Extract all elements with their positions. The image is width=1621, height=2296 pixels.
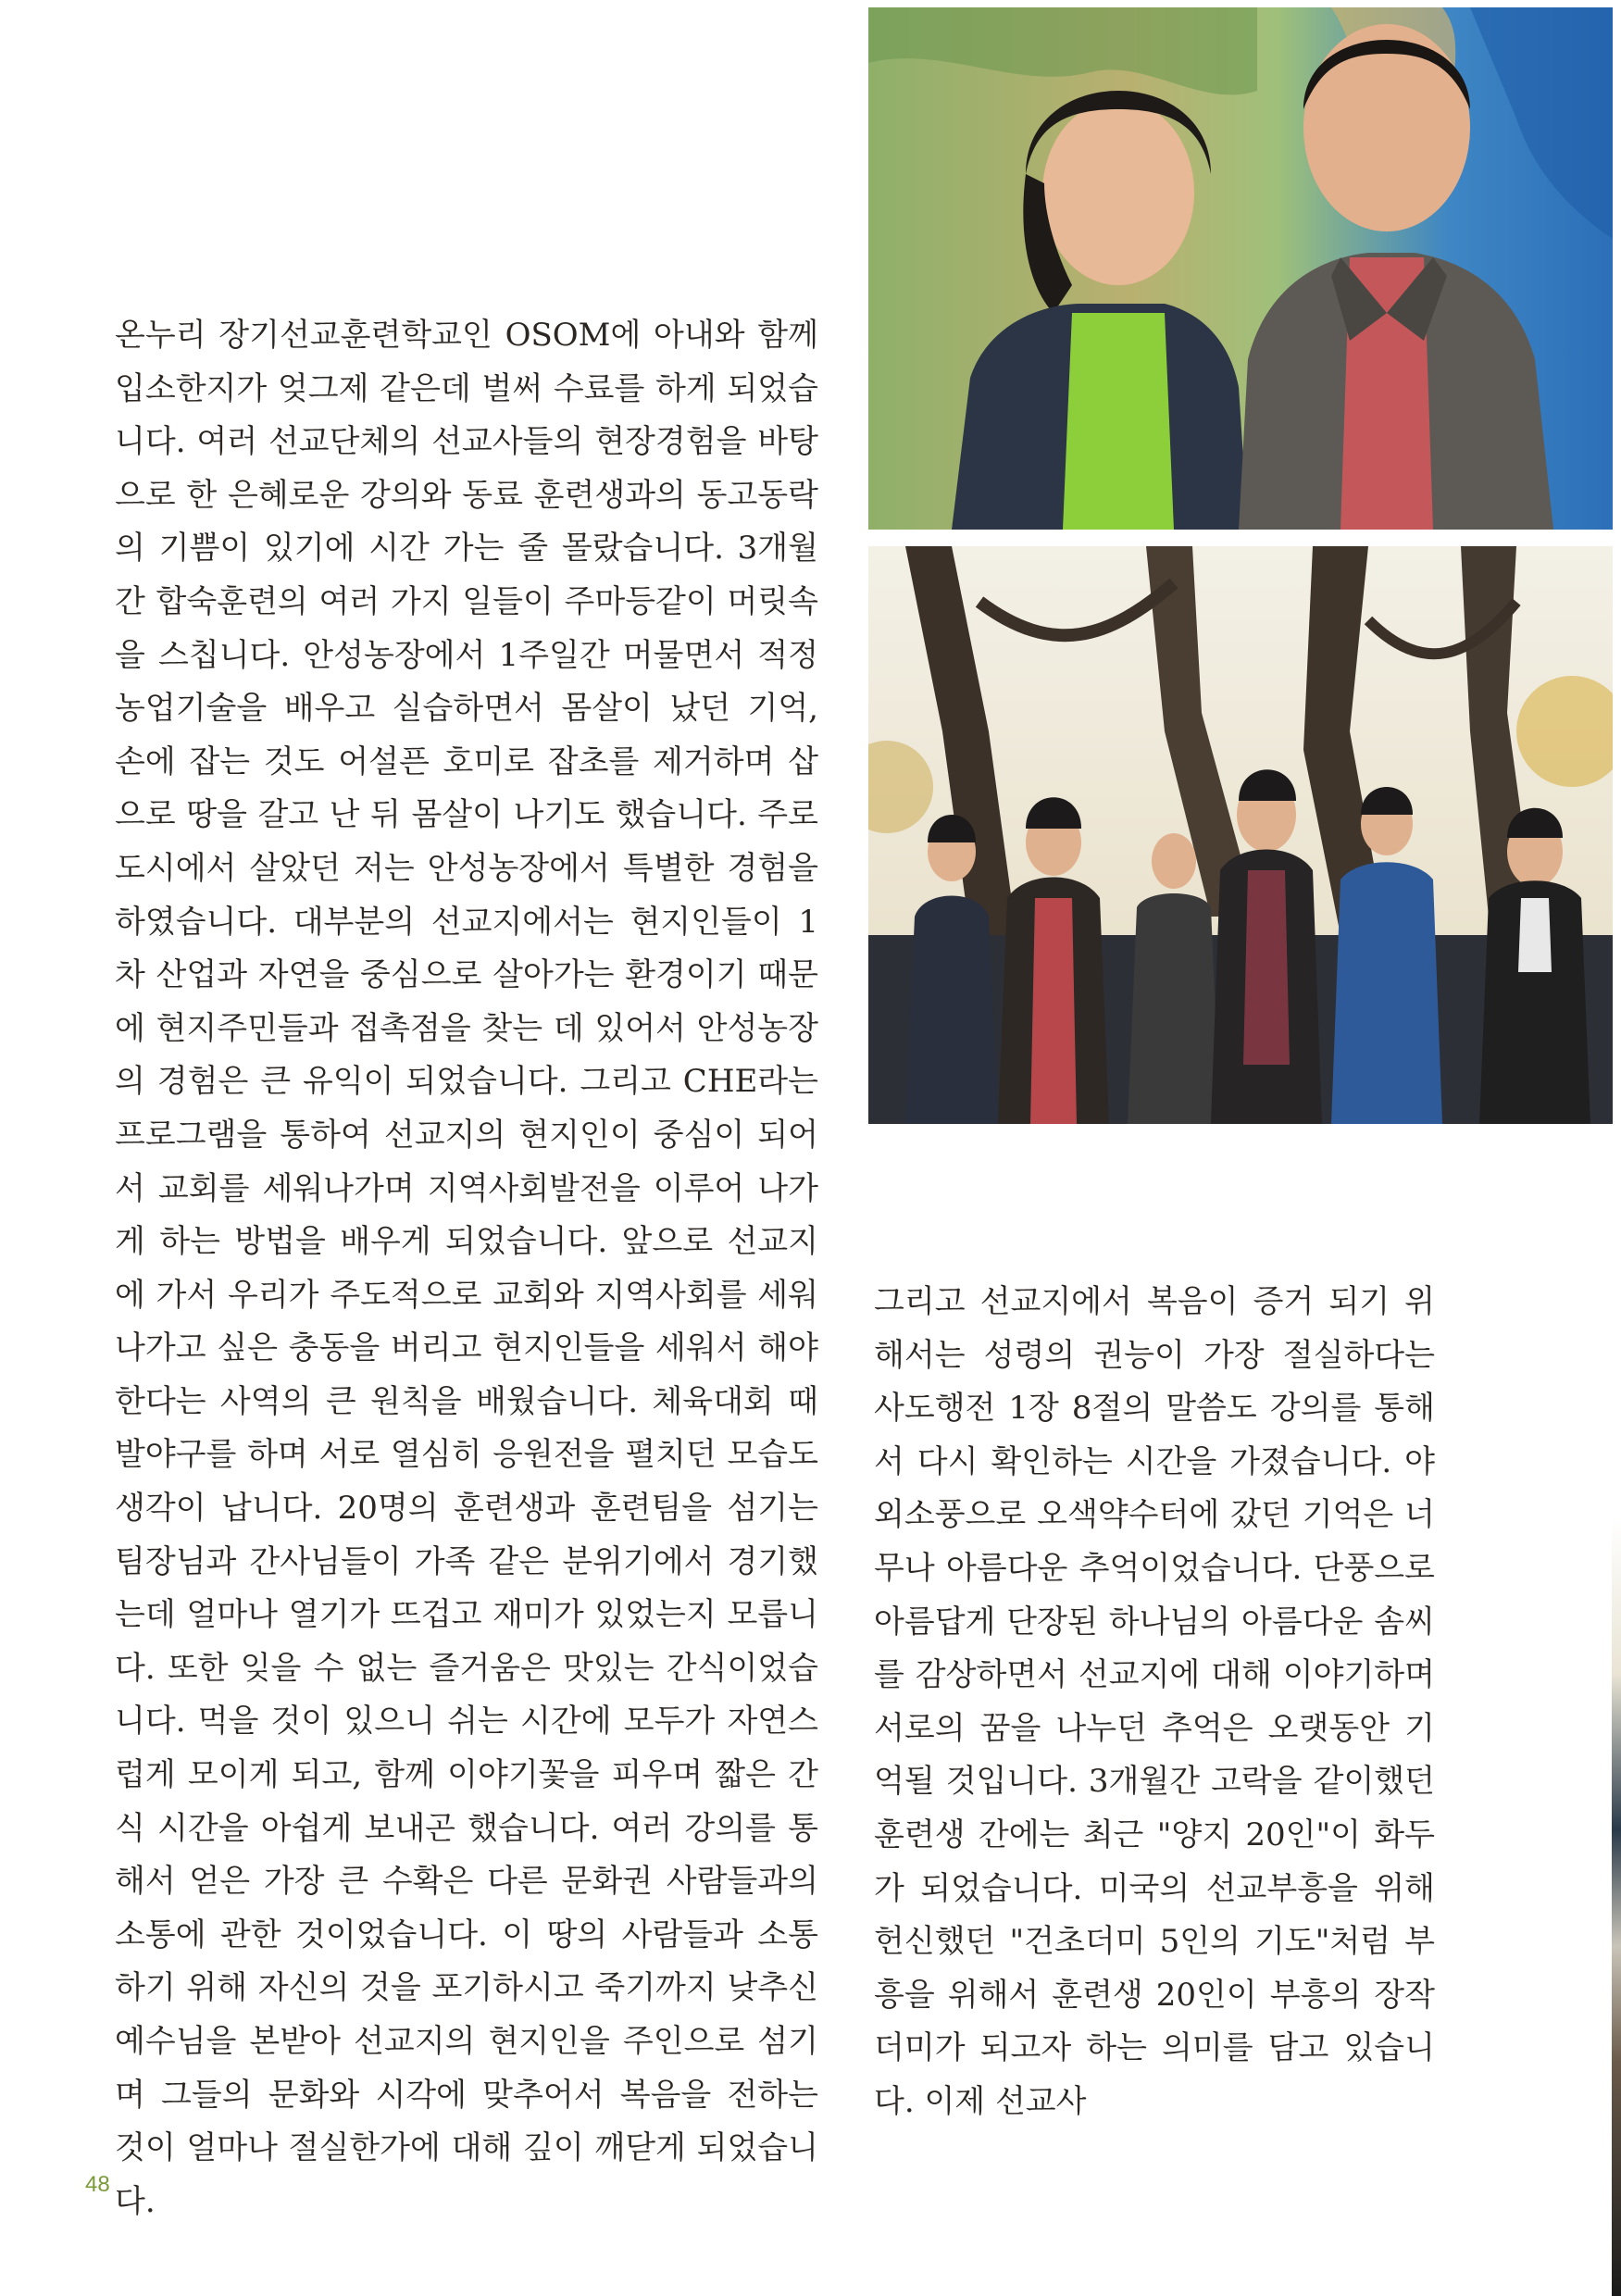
article-left-column — [115, 309, 818, 2228]
article-paragraph-left: 온누리 장기선교훈련학교인 OSOM에 아내와 함께 입소한지가 엊그제 같은데 벌써 수료를 하게 되었습니다. 여러 선교단체의 선교사들의 현장경험을 바탕으로 한 은혜로운 강의와 동료 훈련생과의 동고동락의 기쁨이 있기에 시간 가는 줄 몰랐습니다. 3개월간 합숙훈련의 여러 가지 일들이 주마등같이 머릿속을 스칩니다. 안성농장에서 1주일간 머물면서 적정농업기술을 배우고 실습하면서 몸살이 났던 기억, 손에 잡는 것도 어설픈 호미로 잡초를 제거하며 삽으로 땅을 갈고 난 뒤 몸살이 나기도 했습니다. 주로 도시에서 살았던 저는 안성농장에서 특별한 경험을 하였습니다. 대부분의 선교지에서는 현지인들이 1차 산업과 자연을 중심으로 살아가는 환경이기 때문에 현지주민들과 접촉점을 찾는 데 있어서 안성농장의 경험은 큰 유익이 되었습니다. 그리고 CHE라는 프로그램을 통하여 선교지의 현지인이 중심이 되어서 교회를 세워나가며 지역사회발전을 이루어 나가게 하는 방법을 배우게 되었습니다. 앞으로 선교지에 가서 우리가 주도적으로 교회와 지역사회를 세워나가고 싶은 충동을 버리고 현지인들을 세워서 해야 한다는 사역의 큰 원칙을 배웠습니다. 체육대회 때 발야구를 하며 서로 열심히 응원전을 펼치던 모습도 생각이 납니다. 20명의 훈련생과 훈련팀을 섬기는 팀장님과 간사님들이 가족 같은 분위기에서 경기했는데 얼마나 열기가 뜨겁고 재미가 있었는지 모릅니다. 또한 잊을 수 없는 즐거움은 맛있는 간식이었습니다. 먹을 것이 있으니 쉬는 시간에 모두가 자연스럽게 모이게 되고, 함께 이야기꽃을 피우며 짧은 간식 시간을 아쉽게 보내곤 했습니다. 여러 강의를 통해서 얻은 가장 큰 수확은 다른 문화권 사람들과의 소통에 관한 것이었습니다. 이 땅의 사람들과 소통하기 위해 자신의 것을 포기하시고 죽기까지 낮추신 예수님을 본받아 선교지의 현지인을 주인으로 섬기며 그들의 문화와 시각에 맞추어서 복음을 전하는 것이 얼마나 절실한가에 대해 깊이 깨닫게 되었습니다. — [115, 317, 818, 2220]
article-paragraph-right: 그리고 선교지에서 복음이 증거 되기 위해서는 성령의 권능이 가장 절실하다는 사도행전 1장 8절의 말씀도 강의를 통해서 다시 확인하는 시간을 가졌습니다. 야외소풍으로 오색약수터에 갔던 기억은 너무나 아름다운 추억이었습니다. 단풍으로 아름답게 단장된 하나님의 아름다운 솜씨를 감상하면서 선교지에 대해 이야기하며 서로의 꿈을 나누던 추억은 오랫동안 기억될 것입니다. 3개월간 고락을 같이했던 훈련생 간에는 최근 "양지 20인"이 화두가 되었습니다. 미국의 선교부흥을 위해 헌신했던 "건초더미 5인의 기도"처럼 부흥을 위해서 훈련생 20인이 부흥의 장작더미가 되고자 하는 의미를 담고 있습니다. 이제 선교사 — [874, 1283, 1435, 2120]
page-edge-strip — [1612, 1518, 1621, 2296]
couple-photo — [868, 7, 1613, 530]
article-right-column — [874, 1276, 1435, 2129]
page-number: 48 — [85, 2172, 110, 2197]
group-photo — [868, 546, 1613, 1124]
